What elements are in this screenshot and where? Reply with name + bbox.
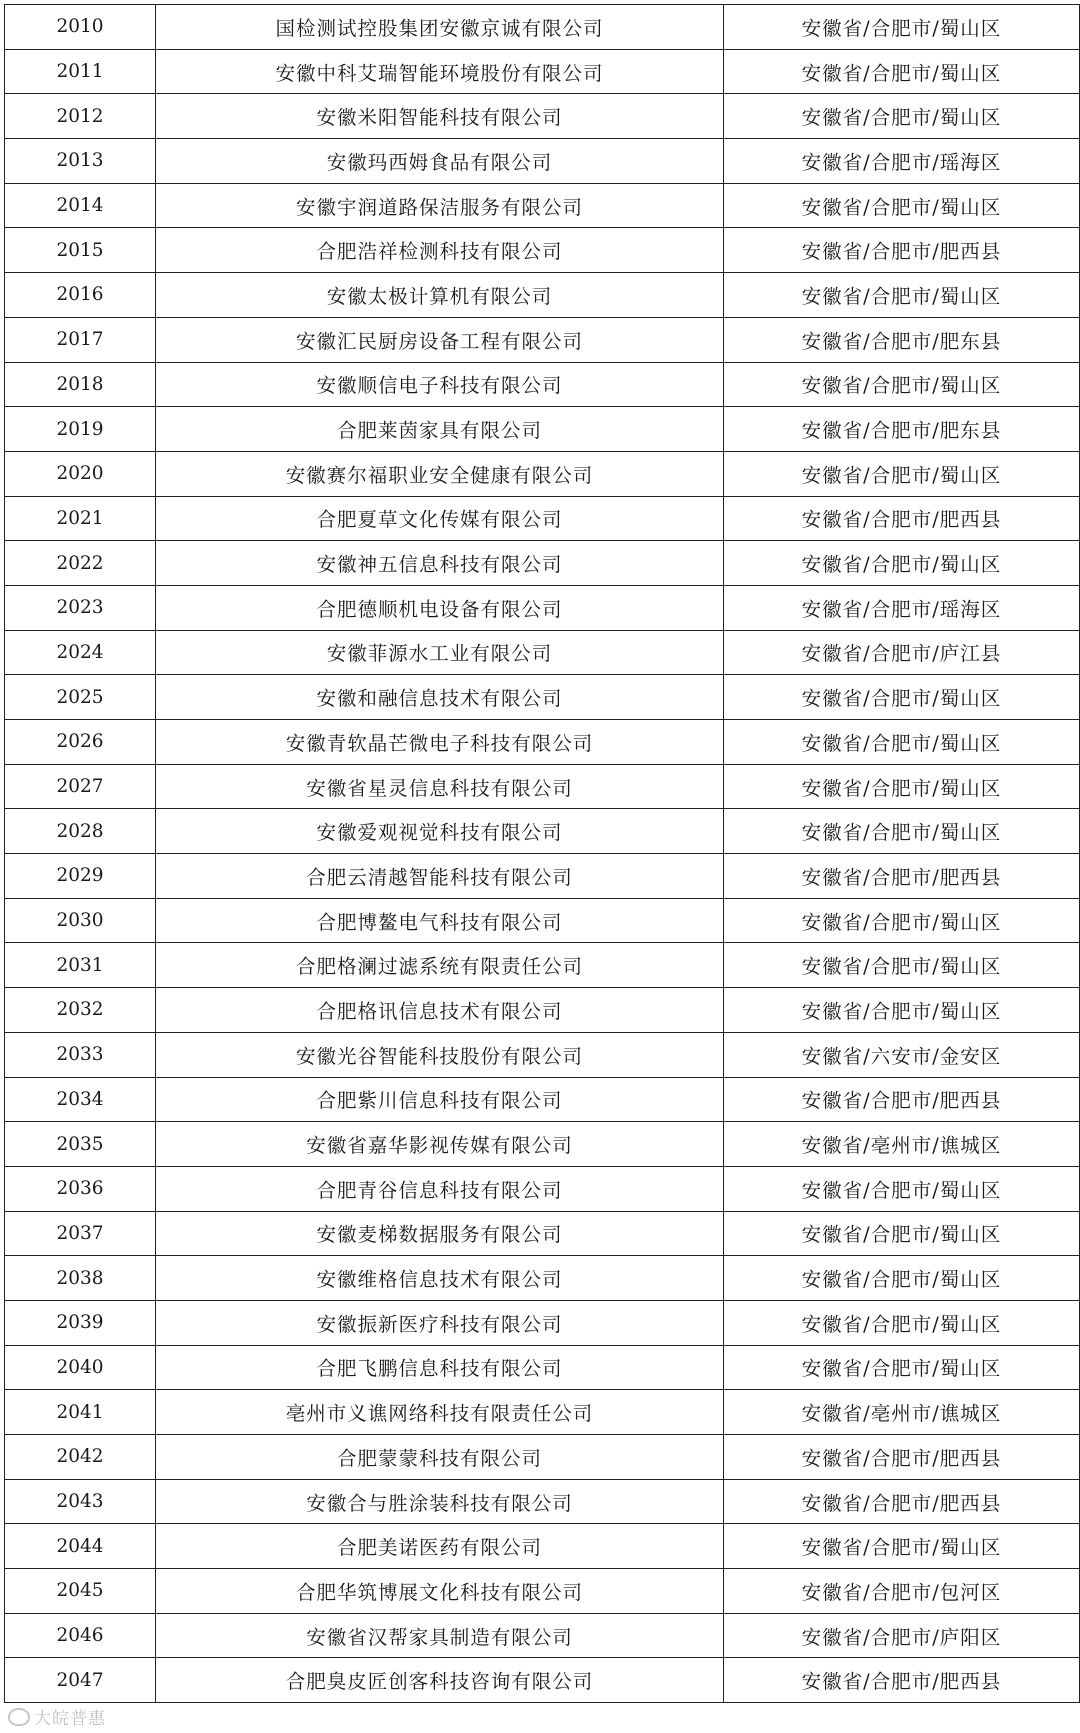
company-name-cell: 安徽青软晶芒微电子科技有限公司 — [156, 720, 724, 765]
table-body — [5, 5, 1080, 1703]
region-cell: 安徽省/合肥市/肥西县 — [724, 228, 1080, 273]
region-cell: 安徽省/合肥市/肥东县 — [724, 317, 1080, 362]
company-name-cell: 安徽太极计算机有限公司 — [156, 273, 724, 318]
region-cell: 安徽省/合肥市/肥西县 — [724, 1479, 1080, 1524]
company-name-cell: 安徽米阳智能科技有限公司 — [156, 94, 724, 139]
table-row — [5, 585, 1080, 630]
table-row — [5, 273, 1080, 318]
row-number-cell: 2010 — [5, 5, 156, 50]
region-cell: 安徽省/合肥市/蜀山区 — [724, 809, 1080, 854]
row-number-cell: 2039 — [5, 1300, 156, 1345]
company-name-cell: 安徽汇民厨房设备工程有限公司 — [156, 317, 724, 362]
row-number-cell: 2027 — [5, 764, 156, 809]
region-cell: 安徽省/合肥市/肥西县 — [724, 854, 1080, 899]
company-name-cell: 国检测试控股集团安徽京诚有限公司 — [156, 5, 724, 50]
company-name-cell: 安徽麦梯数据服务有限公司 — [156, 1211, 724, 1256]
table-row — [5, 1345, 1080, 1390]
row-number-cell: 2018 — [5, 362, 156, 407]
region-cell: 安徽省/合肥市/蜀山区 — [724, 1345, 1080, 1390]
company-name-cell: 安徽中科艾瑞智能环境股份有限公司 — [156, 49, 724, 94]
company-name-cell: 安徽菲源水工业有限公司 — [156, 630, 724, 675]
region-cell: 安徽省/合肥市/蜀山区 — [724, 1256, 1080, 1301]
row-number-cell: 2016 — [5, 273, 156, 318]
row-number-cell: 2014 — [5, 183, 156, 228]
region-cell: 安徽省/合肥市/蜀山区 — [724, 273, 1080, 318]
table-row — [5, 1122, 1080, 1167]
region-cell: 安徽省/合肥市/肥西县 — [724, 1658, 1080, 1703]
company-name-cell: 安徽振新医疗科技有限公司 — [156, 1300, 724, 1345]
table-row — [5, 1613, 1080, 1658]
table-row — [5, 94, 1080, 139]
row-number-cell: 2047 — [5, 1658, 156, 1703]
row-number-cell: 2034 — [5, 1077, 156, 1122]
region-cell: 安徽省/合肥市/肥西县 — [724, 1077, 1080, 1122]
row-number-cell: 2030 — [5, 898, 156, 943]
company-name-cell: 亳州市义谯网络科技有限责任公司 — [156, 1390, 724, 1435]
row-number-cell: 2015 — [5, 228, 156, 273]
region-cell: 安徽省/合肥市/蜀山区 — [724, 1300, 1080, 1345]
row-number-cell: 2036 — [5, 1166, 156, 1211]
company-name-cell: 安徽省嘉华影视传媒有限公司 — [156, 1122, 724, 1167]
region-cell: 安徽省/合肥市/蜀山区 — [724, 943, 1080, 988]
table-row — [5, 1211, 1080, 1256]
table-row — [5, 451, 1080, 496]
region-cell: 安徽省/合肥市/蜀山区 — [724, 1211, 1080, 1256]
region-cell: 安徽省/合肥市/瑶海区 — [724, 139, 1080, 184]
table-row — [5, 1569, 1080, 1614]
row-number-cell: 2022 — [5, 541, 156, 586]
row-number-cell: 2013 — [5, 139, 156, 184]
company-name-cell: 合肥青谷信息科技有限公司 — [156, 1166, 724, 1211]
row-number-cell: 2035 — [5, 1122, 156, 1167]
company-name-cell: 安徽赛尔福职业安全健康有限公司 — [156, 451, 724, 496]
region-cell: 安徽省/合肥市/蜀山区 — [724, 675, 1080, 720]
company-name-cell: 安徽省星灵信息科技有限公司 — [156, 764, 724, 809]
company-name-cell: 合肥华筑博展文化科技有限公司 — [156, 1569, 724, 1614]
table-row — [5, 1658, 1080, 1703]
row-number-cell: 2021 — [5, 496, 156, 541]
company-name-cell: 安徽和融信息技术有限公司 — [156, 675, 724, 720]
region-cell: 安徽省/合肥市/蜀山区 — [724, 541, 1080, 586]
row-number-cell: 2012 — [5, 94, 156, 139]
table-row — [5, 1390, 1080, 1435]
row-number-cell: 2011 — [5, 49, 156, 94]
row-number-cell: 2040 — [5, 1345, 156, 1390]
company-name-cell: 安徽光谷智能科技股份有限公司 — [156, 1032, 724, 1077]
table-row — [5, 1077, 1080, 1122]
company-name-cell: 合肥格讯信息技术有限公司 — [156, 988, 724, 1033]
region-cell: 安徽省/合肥市/蜀山区 — [724, 5, 1080, 50]
row-number-cell: 2017 — [5, 317, 156, 362]
table-row — [5, 988, 1080, 1033]
row-number-cell: 2045 — [5, 1569, 156, 1614]
row-number-cell: 2032 — [5, 988, 156, 1033]
table-row — [5, 943, 1080, 988]
company-name-cell: 安徽省汉帮家具制造有限公司 — [156, 1613, 724, 1658]
region-cell: 安徽省/合肥市/蜀山区 — [724, 362, 1080, 407]
company-name-cell: 合肥美诺医药有限公司 — [156, 1524, 724, 1569]
region-cell: 安徽省/亳州市/谯城区 — [724, 1390, 1080, 1435]
region-cell: 安徽省/合肥市/包河区 — [724, 1569, 1080, 1614]
table-row — [5, 1524, 1080, 1569]
table-row — [5, 49, 1080, 94]
region-cell: 安徽省/合肥市/肥西县 — [724, 496, 1080, 541]
table-row — [5, 1435, 1080, 1480]
company-name-cell: 合肥博鳌电气科技有限公司 — [156, 898, 724, 943]
table-row — [5, 362, 1080, 407]
table-row — [5, 5, 1080, 50]
row-number-cell: 2020 — [5, 451, 156, 496]
company-name-cell: 合肥紫川信息科技有限公司 — [156, 1077, 724, 1122]
table-row — [5, 1256, 1080, 1301]
region-cell: 安徽省/六安市/金安区 — [724, 1032, 1080, 1077]
company-name-cell: 合肥夏草文化传媒有限公司 — [156, 496, 724, 541]
row-number-cell: 2019 — [5, 407, 156, 452]
company-name-cell: 安徽玛西姆食品有限公司 — [156, 139, 724, 184]
row-number-cell: 2026 — [5, 720, 156, 765]
watermark — [8, 1704, 106, 1729]
company-name-cell: 合肥莱茵家具有限公司 — [156, 407, 724, 452]
company-table — [4, 4, 1080, 1703]
region-cell: 安徽省/合肥市/蜀山区 — [724, 764, 1080, 809]
table-row — [5, 139, 1080, 184]
region-cell: 安徽省/合肥市/蜀山区 — [724, 94, 1080, 139]
company-name-cell: 安徽合与胜涂装科技有限公司 — [156, 1479, 724, 1524]
company-name-cell: 合肥浩祥检测科技有限公司 — [156, 228, 724, 273]
table-row — [5, 1032, 1080, 1077]
table-row — [5, 720, 1080, 765]
table-row — [5, 675, 1080, 720]
row-number-cell: 2028 — [5, 809, 156, 854]
region-cell: 安徽省/合肥市/蜀山区 — [724, 988, 1080, 1033]
company-name-cell: 安徽顺信电子科技有限公司 — [156, 362, 724, 407]
company-list-table — [4, 4, 1076, 1703]
table-row — [5, 1166, 1080, 1211]
region-cell: 安徽省/合肥市/肥西县 — [724, 1435, 1080, 1480]
table-row — [5, 630, 1080, 675]
region-cell: 安徽省/合肥市/庐江县 — [724, 630, 1080, 675]
table-row — [5, 1479, 1080, 1524]
region-cell: 安徽省/合肥市/肥东县 — [724, 407, 1080, 452]
row-number-cell: 2043 — [5, 1479, 156, 1524]
row-number-cell: 2033 — [5, 1032, 156, 1077]
table-row — [5, 541, 1080, 586]
region-cell: 安徽省/合肥市/蜀山区 — [724, 183, 1080, 228]
table-row — [5, 854, 1080, 899]
table-row — [5, 183, 1080, 228]
region-cell: 安徽省/合肥市/庐阳区 — [724, 1613, 1080, 1658]
table-row — [5, 407, 1080, 452]
row-number-cell: 2029 — [5, 854, 156, 899]
company-name-cell: 合肥蒙蒙科技有限公司 — [156, 1435, 724, 1480]
region-cell: 安徽省/合肥市/蜀山区 — [724, 1524, 1080, 1569]
row-number-cell: 2024 — [5, 630, 156, 675]
row-number-cell: 2038 — [5, 1256, 156, 1301]
company-name-cell: 合肥臭皮匠创客科技咨询有限公司 — [156, 1658, 724, 1703]
company-name-cell: 安徽爱观视觉科技有限公司 — [156, 809, 724, 854]
company-name-cell: 合肥格澜过滤系统有限责任公司 — [156, 943, 724, 988]
row-number-cell: 2046 — [5, 1613, 156, 1658]
row-number-cell: 2044 — [5, 1524, 156, 1569]
table-row — [5, 317, 1080, 362]
row-number-cell: 2041 — [5, 1390, 156, 1435]
row-number-cell: 2031 — [5, 943, 156, 988]
company-name-cell: 安徽宇润道路保洁服务有限公司 — [156, 183, 724, 228]
watermark-logo-icon — [8, 1708, 30, 1726]
row-number-cell: 2037 — [5, 1211, 156, 1256]
region-cell: 安徽省/亳州市/谯城区 — [724, 1122, 1080, 1167]
company-name-cell: 合肥飞鹏信息科技有限公司 — [156, 1345, 724, 1390]
row-number-cell: 2042 — [5, 1435, 156, 1480]
region-cell: 安徽省/合肥市/瑶海区 — [724, 585, 1080, 630]
table-row — [5, 228, 1080, 273]
table-row — [5, 496, 1080, 541]
watermark-text: 大皖普惠 — [34, 1709, 106, 1729]
region-cell: 安徽省/合肥市/蜀山区 — [724, 451, 1080, 496]
company-name-cell: 安徽维格信息技术有限公司 — [156, 1256, 724, 1301]
company-name-cell: 合肥云清越智能科技有限公司 — [156, 854, 724, 899]
region-cell: 安徽省/合肥市/蜀山区 — [724, 898, 1080, 943]
company-name-cell: 合肥德顺机电设备有限公司 — [156, 585, 724, 630]
table-row — [5, 1300, 1080, 1345]
region-cell: 安徽省/合肥市/蜀山区 — [724, 49, 1080, 94]
row-number-cell: 2023 — [5, 585, 156, 630]
company-name-cell: 安徽神五信息科技有限公司 — [156, 541, 724, 586]
region-cell: 安徽省/合肥市/蜀山区 — [724, 720, 1080, 765]
table-row — [5, 898, 1080, 943]
table-row — [5, 809, 1080, 854]
table-row — [5, 764, 1080, 809]
region-cell: 安徽省/合肥市/蜀山区 — [724, 1166, 1080, 1211]
row-number-cell: 2025 — [5, 675, 156, 720]
